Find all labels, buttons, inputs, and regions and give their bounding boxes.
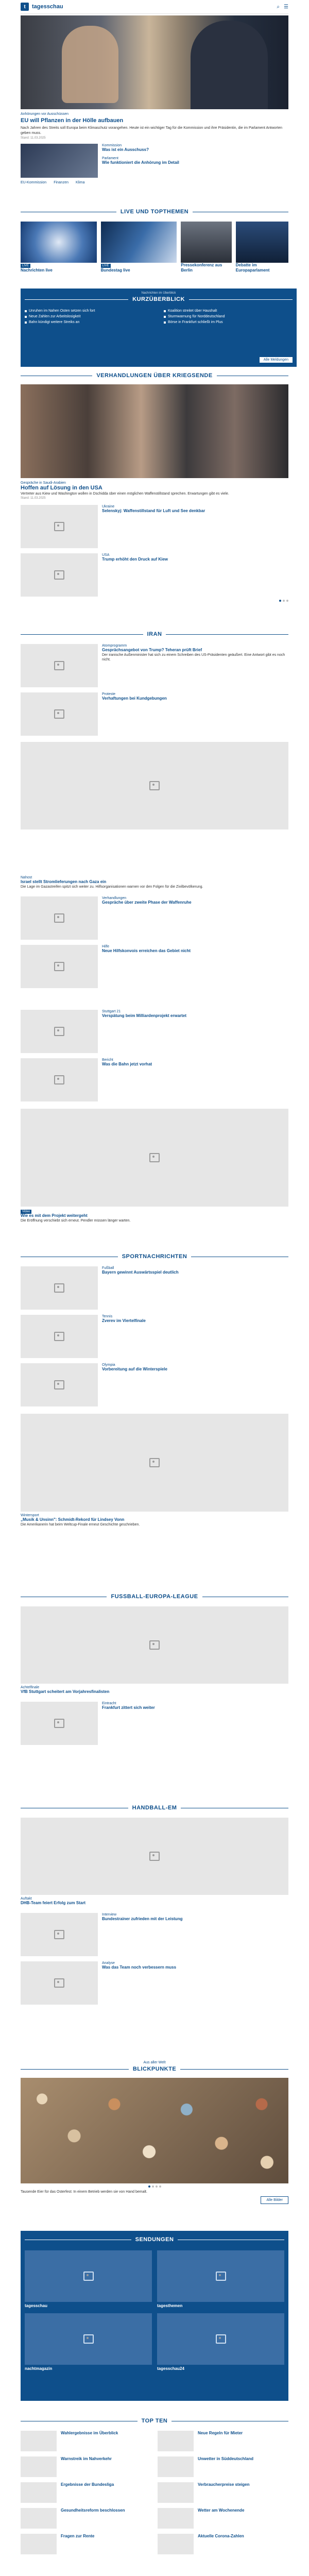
sport-item[interactable] [21,1266,288,1310]
image-placeholder-icon [149,1640,160,1650]
verhandlungen-item[interactable] [21,553,288,597]
image-placeholder-icon [149,1153,160,1162]
section-title: SPORTNACHRICHTEN [122,1253,187,1260]
sport-item[interactable] [21,1315,288,1358]
verhandlungen-section [21,371,288,602]
subnav-link[interactable]: Finanzen [54,181,68,185]
item-title: Verhaftungen bei Kundgebungen [102,696,167,701]
item-title: Was das Team noch verbessern muss [102,1964,177,1970]
topten-item[interactable]: Wetter am Wochenende [158,2508,288,2529]
lead-image[interactable] [21,15,288,109]
handball-item[interactable] [21,1961,288,2005]
feature-teaser: Die Amerikanerin hat beim Weltcup-Finale erneut Geschichte geschrieben. [21,1522,140,1527]
live-item[interactable] [181,222,231,273]
item-title: Bundestrainer zufrieden mit der Leistung [102,1916,183,1921]
item-title: Vorbereitung auf die Winterspiele [102,1367,167,1371]
gaza-section [21,876,288,988]
logo[interactable]: tagesschau [32,4,63,10]
topten-item[interactable]: Fragen zur Rente [21,2534,151,2554]
sendung-item[interactable]: nachtmagazin [25,2313,152,2371]
section-title: KURZÜBERBLICK [132,296,185,302]
item-kicker: Achtelfinale [21,1686,40,1689]
topten-item[interactable]: Unwetter in Süddeutschland [158,2456,288,2477]
live-item[interactable] [236,222,288,273]
item-kicker: Fußball [102,1266,114,1270]
item-title: Verspätung beim Milliardenprojekt erwartet [102,1013,187,1018]
section-title: SENDUNGEN [135,2236,174,2243]
kurz-section [21,289,297,367]
live-section [21,207,288,273]
item-title: Bayern gewinnt Auswärtsspiel deutlich [102,1270,179,1275]
item-kicker: Nahost [21,876,32,879]
lead-kicker: Anhörungen vor Ausschüssen [21,112,69,116]
item-title: Zverev im Viertelfinale [102,1318,146,1323]
item-title: Was die Bahn jetzt vorhat [102,1062,152,1066]
item-teaser: Der iranische Außenminister hat sich zu einem Schreiben des US-Präsidenten geäußert. Eine Antwort gibt es noch nicht. [102,653,285,662]
verhandlungen-teaser: Vertreter aus Kiew und Washington wollen in Dschidda über einen möglichen Waffenstillstand sprechen. Erwartungen gibt es viele. [21,492,229,496]
topten-item[interactable]: Gesundheitsreform beschlossen [21,2508,151,2529]
live-badge: LIVE [21,264,30,268]
side-kicker: Parlament [102,156,118,160]
blickpunkt-caption: Tausende Eier für das Osterfest: In einem Betrieb werden sie von Hand bemalt. [21,2190,147,2194]
item-kicker: Olympia [102,1363,115,1367]
item-kicker: Hilfe [102,945,110,949]
live-title: Debatte im Europaparlament [235,263,270,273]
item-title[interactable]: Israel stellt Stromlieferungen nach Gaza ein [21,879,107,884]
image-placeholder-icon [54,1075,64,1084]
blickpunkt-dots [21,2185,288,2188]
topten-item[interactable]: Aktuelle Corona-Zahlen [158,2534,288,2554]
live-title: Nachrichten live [21,268,53,273]
panorama-section [21,1010,288,1223]
image-placeholder-icon [54,1027,64,1036]
image-placeholder-icon [54,1332,64,1341]
verhandlungen-title[interactable]: Hoffen auf Lösung in den USA [21,485,102,491]
topten-item[interactable]: Neue Regeln für Mieter [158,2431,288,2451]
topten-item[interactable]: Wahlergebnisse im Überblick [21,2431,151,2451]
handball-item[interactable] [21,1913,288,1956]
image-placeholder-icon [54,913,64,923]
sendung-item[interactable]: tagesschau24 [157,2313,284,2371]
verhandlungen-meta: Stand: 11.03.2025 [21,496,46,500]
blickpunkt-section [21,2061,288,2204]
iran-item[interactable] [21,692,288,736]
sport-feature-image[interactable] [21,1414,288,1512]
section-title: FUSSBALL-EUROPA-LEAGUE [111,1594,198,1600]
kurz-item[interactable]: Neue Zahlen zur Arbeitslosigkeit [25,315,153,318]
lead-side [21,144,288,178]
image-placeholder-icon [54,1283,64,1293]
kurz-item[interactable]: Unruhen im Nahen Osten setzen sich fort [25,309,153,313]
item-kicker: Bericht [102,1058,113,1062]
menu-icon[interactable]: ☰ [284,4,288,10]
item-title[interactable]: VfB Stuttgart scheitert am Vorjahresfinalisten [21,1689,110,1694]
lead-teaser: Nach Jahren des Streits soll Europa beim Klimaschutz vorangehen. Heute ist ein wichtiger Tag für die Kommission und ihre Präsidentin, die im Parlament Antworten geben muss. [21,126,283,135]
live-badge: LIVE [101,264,111,268]
video-teaser: Die Eröffnung verschiebt sich erneut. Pendler müssen länger warten. [21,1218,131,1223]
blickpunkt-kicker: Aus aller Welt [143,2061,166,2064]
item-title: Trump erhöht den Druck auf Kiew [102,556,168,562]
search-icon[interactable]: ⌕ [277,4,280,10]
item-kicker: Interview [102,1912,117,1917]
kurz-item[interactable]: Börse in Frankfurt schließt im Plus [164,320,293,324]
image-placeholder-icon [54,661,64,670]
image-placeholder-icon [54,570,64,580]
item-kicker: Proteste [102,692,116,696]
image-placeholder-icon [54,1380,64,1389]
europa-item[interactable] [21,1702,288,1745]
iran-item[interactable] [21,644,288,687]
image-placeholder-icon [54,1719,64,1728]
image-placeholder-icon [54,962,64,971]
item-kicker: Analyse [102,1961,115,1965]
topten-item[interactable]: Warnstreik im Nahverkehr [21,2456,151,2477]
section-title: BLICKPUNKTE [132,2066,177,2072]
feature-kicker: Wintersport [21,1514,39,1517]
item-title: Frankfurt zittert sich weiter [102,1705,155,1710]
side-kicker: Kommission [102,144,122,148]
image-placeholder-icon [216,2334,226,2344]
gaza-item[interactable] [21,896,288,940]
kurz-label: Nachrichten im Überblick [141,292,176,295]
handball-image[interactable] [21,1818,288,1895]
header-actions [277,4,288,10]
panorama-item[interactable] [21,1010,288,1053]
logo-icon[interactable]: t [21,3,29,11]
topten-section [21,2416,288,2554]
panorama-video[interactable] [21,1109,288,1207]
subnav-link[interactable]: EU-Kommission [21,181,47,185]
sendung-item[interactable]: tagesschau [25,2250,152,2308]
section-title: VERHANDLUNGEN ÜBER KRIEGSENDE [96,372,213,379]
content [21,0,288,2538]
header [21,0,288,14]
lead-meta: Stand: 11.03.2025 [21,137,46,140]
kurz-item[interactable]: Koalition streitet über Haushalt [164,309,293,313]
live-title: Bundestag live [100,268,130,273]
kurz-item[interactable]: Sturmwarnung für Norddeutschland [164,315,293,318]
kurz-list [25,309,293,326]
live-item[interactable] [101,222,177,273]
item-kicker: Ukraine [102,504,115,509]
item-kicker: USA [102,553,110,557]
video-tag: Video [21,1210,31,1214]
item-kicker: Stuttgart 21 [102,1010,121,1013]
sport-section [21,1252,288,1527]
item-title: Neue Hilfskonvois erreichen das Gebiet nicht [102,948,191,954]
lead-section [21,15,288,184]
section-title: LIVE UND TOPTHEMEN [120,209,189,215]
live-item[interactable] [21,222,97,273]
kurz-button[interactable]: Alle Meldungen [260,357,293,363]
item-title[interactable]: DHB-Team feiert Erfolg zum Start [21,1901,86,1905]
item-teaser: Die Lage im Gazastreifen spitzt sich weiter zu. Hilfsorganisationen warnen vor den Folgen für die Zivilbevölkerung. [21,885,203,889]
topten-grid [21,2431,288,2554]
handball-section [21,1803,288,2005]
lead-title[interactable]: EU will Pflanzen in der Hölle aufbauen [21,117,124,124]
video-title[interactable]: Wie es mit dem Projekt weitergeht [21,1213,88,1218]
iran-section [21,630,288,829]
live-row [21,222,288,273]
item-title: Selenskyj: Waffenstillstand für Luft und See denkbar [102,508,205,513]
carousel-nav [21,600,288,602]
verhandlungen-item[interactable] [21,505,288,548]
item-title: Gespräche über zweite Phase der Waffenruhe [102,900,192,905]
image-placeholder-icon [149,781,160,790]
sendungen-grid [25,2250,284,2371]
side-title: Wie funktioniert die Anhörung im Detail [102,160,179,165]
topten-item[interactable]: Ergebnisse der Bundesliga [21,2482,151,2503]
topten-item[interactable]: Verbraucherpreise steigen [158,2482,288,2503]
lead-subnav [21,181,288,184]
verhandlungen-image[interactable] [21,384,288,478]
image-placeholder-icon [149,1852,160,1861]
feature-title[interactable]: „Musik & Unsinn": Schmidt-Rekord für Lindsey Vonn [21,1517,125,1522]
kurz-item[interactable]: Bahn kündigt weitere Streiks an [25,320,153,324]
section-title: HANDBALL-EM [132,1805,177,1811]
image-placeholder-icon [83,2334,94,2344]
subnav-link[interactable]: Klima [75,181,85,185]
verhandlungen-kicker: Gespräche in Saudi-Arabien [21,481,66,485]
blickpunkt-button[interactable]: Alle Bilder [261,2196,288,2204]
item-kicker: Auftakt [21,1897,32,1901]
side-image-1[interactable] [21,144,98,178]
side-title: Was ist ein Ausschuss? [102,147,149,152]
sendungen-section [21,2231,288,2401]
section-title: TOP TEN [141,2418,168,2424]
image-placeholder-icon [54,522,64,531]
image-placeholder-icon [54,1978,64,1988]
image-placeholder-icon [216,2272,226,2281]
image-placeholder-icon [54,1930,64,1939]
item-title: Gesprächsangebot von Trump? Teheran prüft Brief [102,648,202,652]
side-item-1[interactable] [102,144,288,178]
panorama-item[interactable] [21,1058,288,1101]
item-kicker: Atomprogramm [102,644,127,648]
image-placeholder-icon [54,709,64,719]
iran-feature-image[interactable] [21,742,288,829]
section-title: IRAN [147,631,162,637]
item-kicker: Eintracht [102,1701,116,1705]
live-title: Pressekonferenz aus Berlin [181,263,222,273]
sendung-item[interactable]: tagesthemen [157,2250,284,2308]
europa-image[interactable] [21,1606,288,1684]
item-kicker: Verhandlungen [102,896,127,901]
europa-section [21,1592,288,1745]
item-kicker: Tennis [102,1315,113,1318]
sport-item[interactable] [21,1363,288,1406]
gaza-item[interactable] [21,945,288,988]
image-placeholder-icon [83,2272,94,2281]
blickpunkt-image[interactable] [21,2078,288,2183]
image-placeholder-icon [149,1458,160,1467]
